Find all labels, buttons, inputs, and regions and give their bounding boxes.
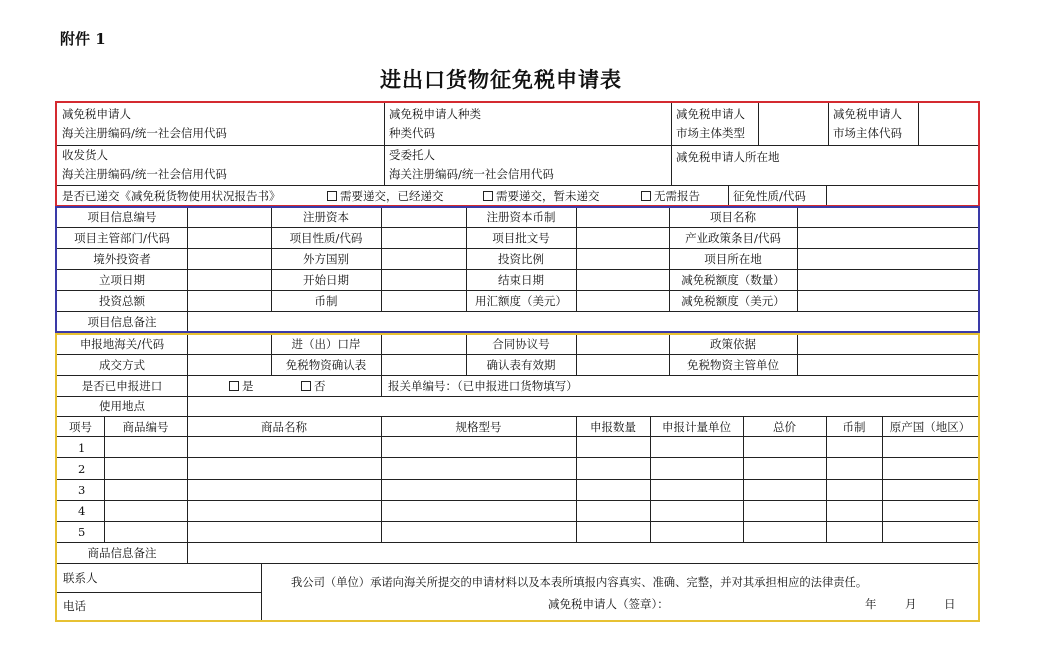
applicant-label: 减免税申请人 bbox=[62, 107, 131, 121]
type-code-label: 种类代码 bbox=[389, 126, 435, 140]
market-code-label: 减免税申请人 bbox=[833, 107, 902, 121]
project-label: 外方国别 bbox=[303, 252, 349, 266]
agent-code-label: 海关注册编码/统一社会信用代码 bbox=[389, 167, 554, 181]
report-option-none[interactable]: 无需报告 bbox=[641, 189, 700, 203]
item-number: 5 bbox=[78, 525, 86, 539]
item-number: 1 bbox=[78, 441, 86, 455]
project-label: 注册资本 bbox=[303, 210, 349, 224]
goods-label: 成交方式 bbox=[99, 358, 145, 372]
report-option-pending[interactable]: 需要递交，暂未递交 bbox=[483, 189, 600, 203]
goods-label: 合同协议号 bbox=[492, 337, 550, 351]
goods-label: 免税物资确认表 bbox=[285, 358, 367, 372]
project-label: 币制 bbox=[314, 294, 338, 308]
form-title: 进出口货物征免税申请表 bbox=[380, 67, 622, 92]
project-label: 开始日期 bbox=[303, 273, 349, 287]
project-label: 项目性质/代码 bbox=[289, 231, 363, 245]
project-remarks-label: 项目信息备注 bbox=[87, 315, 157, 329]
year-label: 年 bbox=[865, 597, 877, 611]
project-label: 立项日期 bbox=[99, 273, 145, 287]
phone-label: 电话 bbox=[63, 599, 86, 613]
project-label: 境外投资者 bbox=[93, 252, 151, 266]
usage-location-label: 使用地点 bbox=[99, 399, 145, 413]
column-header: 商品编号 bbox=[122, 420, 169, 434]
project-label: 用汇额度（美元） bbox=[475, 294, 567, 308]
goods-label: 申报地海关/代码 bbox=[79, 337, 165, 351]
goods-label: 政策依据 bbox=[710, 337, 756, 351]
consignee-label: 收发货人 bbox=[62, 148, 108, 162]
project-label: 项目主管部门/代码 bbox=[74, 231, 170, 245]
column-header: 总价 bbox=[773, 420, 796, 434]
day-label: 日 bbox=[944, 597, 956, 611]
declaration-statement: 我公司（单位）承诺向海关所提交的申请材料以及本表所填报内容真实、准确、完整，并对其承担相应的法律责任。 bbox=[291, 576, 868, 589]
agent-label: 受委托人 bbox=[389, 148, 435, 162]
column-header: 商品名称 bbox=[261, 420, 307, 434]
declaration-number-label: 报关单编号：（已申报进口货物填写） bbox=[388, 379, 578, 393]
project-label: 投资比例 bbox=[498, 252, 544, 266]
column-header: 申报计量单位 bbox=[662, 420, 731, 434]
signature-label: 减免税申请人（签章）： bbox=[548, 597, 669, 611]
applicant-location-label: 减免税申请人所在地 bbox=[676, 150, 780, 164]
project-label: 注册资本币制 bbox=[486, 210, 556, 224]
report-question: 是否已递交《减免税货物使用状况报告书》 bbox=[62, 189, 281, 203]
market-type-label: 减免税申请人 bbox=[676, 107, 745, 121]
project-label: 投资总额 bbox=[99, 294, 145, 308]
column-header: 原产国（地区） bbox=[889, 420, 971, 434]
goods-remarks-label: 商品信息备注 bbox=[87, 546, 157, 560]
column-header: 币制 bbox=[842, 420, 866, 434]
column-header: 申报数量 bbox=[590, 420, 636, 434]
project-label: 项目所在地 bbox=[704, 252, 762, 266]
project-label: 项目名称 bbox=[710, 210, 756, 224]
tax-nature-label: 征免性质/代码 bbox=[733, 189, 806, 203]
declared-yes-option[interactable]: 是 bbox=[229, 379, 254, 393]
column-header: 规格型号 bbox=[455, 420, 502, 434]
project-frame bbox=[55, 206, 980, 333]
project-label: 结束日期 bbox=[498, 273, 544, 287]
month-label: 月 bbox=[905, 597, 917, 611]
market-code-label-2: 市场主体代码 bbox=[833, 126, 902, 140]
declared-no-option[interactable]: 否 bbox=[301, 379, 326, 393]
market-type-label-2: 市场主体类型 bbox=[676, 126, 745, 140]
project-label: 项目批文号 bbox=[492, 231, 550, 245]
project-label: 减免税额度（数量） bbox=[681, 273, 785, 287]
consignee-code-label: 海关注册编码/统一社会信用代码 bbox=[62, 167, 227, 181]
contact-label: 联系人 bbox=[63, 571, 98, 585]
declared-import-label: 是否已申报进口 bbox=[81, 379, 163, 393]
applicant-customs-code-label: 海关注册编码/统一社会信用代码 bbox=[62, 126, 227, 140]
item-number: 3 bbox=[78, 483, 86, 497]
report-option-submitted[interactable]: 需要递交，已经递交 bbox=[327, 189, 444, 203]
item-number: 4 bbox=[78, 504, 86, 518]
item-number: 2 bbox=[78, 462, 86, 476]
attachment-label: 附件 1 bbox=[60, 30, 106, 48]
project-label: 产业政策条目/代码 bbox=[685, 231, 781, 245]
goods-frame bbox=[55, 333, 980, 622]
project-label: 项目信息编号 bbox=[87, 210, 157, 224]
column-header: 项号 bbox=[69, 420, 92, 434]
goods-label: 免税物资主管单位 bbox=[687, 358, 779, 372]
applicant-type-label: 减免税申请人种类 bbox=[389, 107, 481, 121]
goods-label: 进（出）口岸 bbox=[291, 337, 361, 351]
goods-label: 确认表有效期 bbox=[486, 358, 556, 372]
project-label: 减免税额度（美元） bbox=[681, 294, 785, 308]
applicant-frame bbox=[55, 101, 980, 207]
